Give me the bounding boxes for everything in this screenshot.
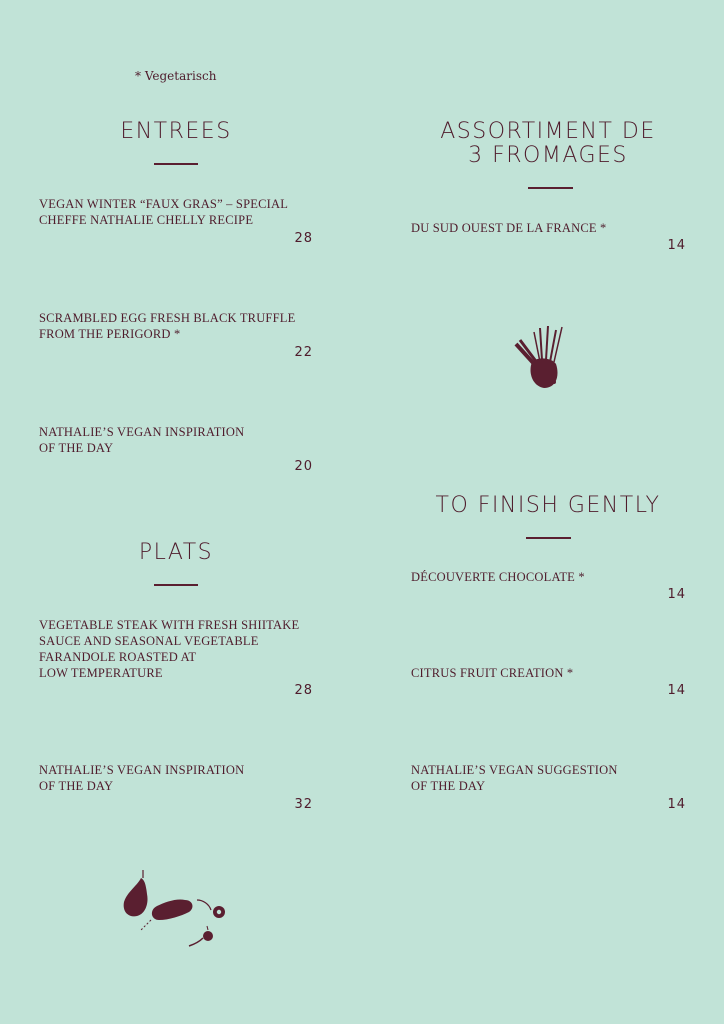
plat-item-1-line-4: LOW TEMPERATURE <box>39 666 163 680</box>
entree-item-3-line-1: NATHALIE’S VEGAN INSPIRATION <box>39 425 245 439</box>
fennel-illustration <box>510 322 570 392</box>
dessert-item-1 <box>411 569 585 585</box>
plat-item-2-line-2: OF THE DAY <box>39 779 114 793</box>
plat-item-2-price: 32 <box>294 797 313 812</box>
plat-item-2-line-1: NATHALIE’S VEGAN INSPIRATION <box>39 763 245 777</box>
entree-item-2-line-1: SCRAMBLED EGG FRESH BLACK TRUFFLE <box>39 311 296 325</box>
dessert-item-2-line-1: CITRUS FRUIT CREATION * <box>411 666 574 680</box>
plat-item-1 <box>39 617 299 681</box>
dessert-item-3-price: 14 <box>667 797 686 812</box>
fromages-heading-line-2: 3 FROMAGES <box>468 143 628 168</box>
fromages-heading-line-1: ASSORTIMENT DE <box>440 119 656 144</box>
entrees-divider <box>154 163 198 165</box>
plats-heading: PLATS <box>138 540 214 565</box>
entree-item-1-price: 28 <box>294 231 313 246</box>
dessert-item-3-line-2: OF THE DAY <box>411 779 486 793</box>
entree-item-2-price: 22 <box>294 345 313 360</box>
plat-item-1-price: 28 <box>294 683 313 698</box>
dessert-item-3-line-1: NATHALIE’S VEGAN SUGGESTION <box>411 763 618 777</box>
entree-item-1 <box>39 196 288 228</box>
fromage-item-1-line-1: DU SUD OUEST DE LA FRANCE * <box>411 221 607 235</box>
pears-illustration <box>115 868 235 953</box>
plats-divider <box>154 584 198 586</box>
plat-item-1-line-1: VEGETABLE STEAK WITH FRESH SHIITAKE <box>39 618 300 632</box>
plat-item-2 <box>39 762 244 794</box>
dessert-item-1-price: 14 <box>667 587 686 602</box>
dessert-item-3 <box>411 762 618 794</box>
vegetarian-note: * Vegetarisch <box>135 69 217 83</box>
dessert-item-1-line-1: DÉCOUVERTE CHOCOLATE * <box>411 570 585 584</box>
plat-item-1-line-2: SAUCE AND SEASONAL VEGETABLE <box>39 634 259 648</box>
entree-item-3-price: 20 <box>294 459 313 474</box>
dessert-item-2-price: 14 <box>667 683 686 698</box>
entree-item-3 <box>39 424 244 456</box>
dessert-item-2 <box>411 665 573 681</box>
fromages-divider <box>528 187 573 189</box>
entree-item-1-line-1: VEGAN WINTER “FAUX GRAS” – SPECIAL <box>39 197 289 211</box>
fromage-item-1 <box>411 220 606 236</box>
plat-item-1-line-3: FARANDOLE ROASTED AT <box>39 650 197 664</box>
desserts-heading: TO FINISH GENTLY <box>435 493 661 518</box>
entree-item-1-line-2: CHEFFE NATHALIE CHELLY RECIPE <box>39 213 254 227</box>
entree-item-2-line-2: FROM THE PERIGORD * <box>39 327 181 341</box>
fromages-heading <box>408 120 688 168</box>
desserts-divider <box>526 537 571 539</box>
entree-item-2 <box>39 310 295 342</box>
fromage-item-1-price: 14 <box>667 238 686 253</box>
entree-item-3-line-2: OF THE DAY <box>39 441 114 455</box>
entrees-heading: ENTREES <box>120 119 232 144</box>
